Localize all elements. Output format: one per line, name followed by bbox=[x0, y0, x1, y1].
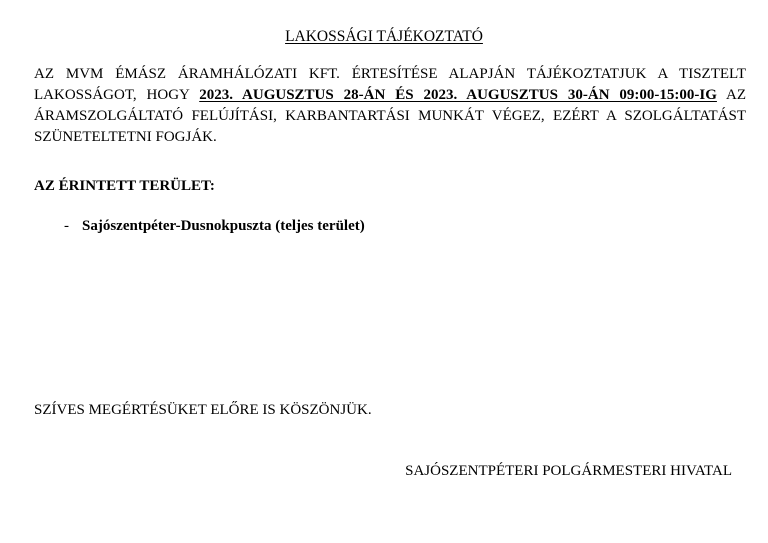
closing-text: SZÍVES MEGÉRTÉSÜKET ELŐRE IS KÖSZÖNJÜK. bbox=[34, 402, 372, 418]
affected-area-heading: AZ ÉRINTETT TERÜLET: bbox=[34, 178, 215, 194]
list-item bbox=[64, 218, 365, 235]
affected-area-list bbox=[64, 218, 365, 235]
document-title: LAKOSSÁGI TÁJÉKOZTATÓ bbox=[285, 28, 483, 45]
notice-text-end: AZ ÁRAMSZOLGÁLTATÓ FELÚJÍTÁSI, KARBANTARTÁSI MUNKÁT VÉGEZ, EZÉRT A SZOLGÁLTATÁST SZÜNETELTETNI FOGJÁK. bbox=[34, 87, 746, 145]
signature: SAJÓSZENTPÉTERI POLGÁRMESTERI HIVATAL bbox=[405, 463, 732, 479]
notice-date-highlight: 2023. AUGUSZTUS 28-ÁN ÉS 2023. AUGUSZTUS 30-ÁN 09:00-15:00-IG bbox=[199, 87, 717, 103]
affected-area-item: Sajószentpéter-Dusnokpuszta (teljes terület) bbox=[82, 218, 365, 234]
notice-paragraph bbox=[34, 64, 746, 148]
notice-text-start: AZ MVM ÉMÁSZ ÁRAMHÁLÓZATI KFT. ÉRTESÍTÉSE ALAPJÁN TÁJÉKOZTATJUK A TISZTELT LAKOSSÁGOT, HOGY bbox=[34, 66, 746, 103]
dash-bullet: - bbox=[64, 218, 69, 234]
